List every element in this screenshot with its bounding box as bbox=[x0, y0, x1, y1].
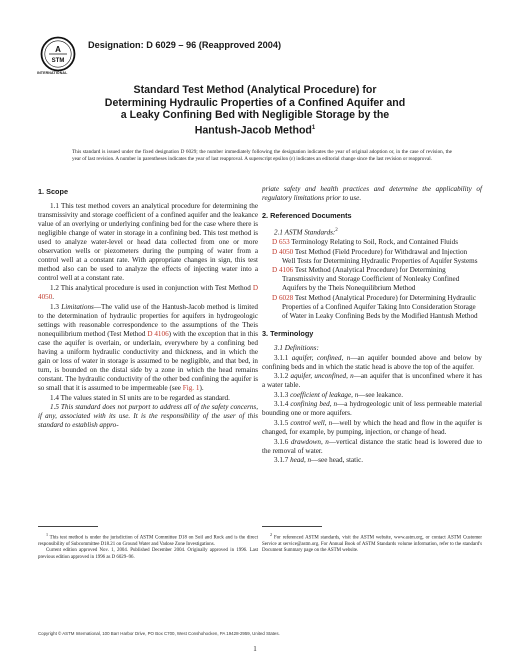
footnotes-left bbox=[38, 532, 258, 561]
right-column bbox=[262, 185, 482, 466]
reference-link[interactable]: D 4106 bbox=[272, 266, 294, 275]
paragraph-1-1: 1.1 This test method covers an analytical procedure for determining the transmissivity and storage coefficient of a confined aquifer and the leakance value of an overlying or underlying confining bed for the case where there is negligible change of water in storage in a confining bed. This test method is used to analyze water-level or head data collected from one or more observation wells or piezometers during the pumping of water from a control well at a constant rate. With appropriate changes in sign, this test method also can be used to analyze the effects of injecting water into a control well at a constant rate. bbox=[38, 202, 258, 283]
title-line: a Leaky Confining Bed with Negligible Storage by the bbox=[120, 109, 390, 121]
paragraph-1-2: 1.2 This analytical procedure is used in conjunction with Test Method D 4050. bbox=[38, 283, 258, 302]
paragraph-1-5: 1.5 This standard does not purport to address all of the safety concerns, if any, associated with its use. It is the responsibility of the user of this standard to establish appro- bbox=[38, 403, 258, 430]
title-line: Standard Test Method (Analytical Procedure) for bbox=[133, 84, 377, 96]
svg-text:STM: STM bbox=[51, 58, 65, 64]
reference-item: D 6028 Test Method (Analytical Procedure) for Determining Hydraulic Properties of a Confined Aquifer Taking Into Consideration Storage of Water in Leaky Confining Beds by the Modified Hantush Method bbox=[272, 293, 478, 320]
left-column bbox=[38, 185, 258, 431]
astm-logo-icon bbox=[40, 36, 76, 72]
footnote-1-approval: Current edition approved Nov. 1, 2004. Published December 2004. Originally approved in 1996. Last previous edition approved in 1996 as D 6029–96. bbox=[38, 548, 258, 560]
footnote-1: $^1$ This test method is under the jurisdiction of ASTM Committee D18 on Soil and Rock and is the direct responsibility of Subcommittee D18.21 on Ground Water and Vadose Zone Investigations. bbox=[38, 532, 258, 548]
footnote-2: $^2$ For referenced ASTM standards, visit the ASTM website, www.astm.org, or contact ASTM Customer Service at service@astm.org. For Annual Book of ASTM Standards volume information, refer to the standard's Document Summary page on the ASTM website. bbox=[262, 532, 482, 554]
definition: 3.1.6 drawdown, n—vertical distance the static head is lowered due to the removal of water. bbox=[262, 437, 482, 455]
document-title bbox=[90, 84, 420, 137]
issue-note: This standard is issued under the fixed designation D 6029; the number immediately following the designation indicates the year of original adoption or, in the case of revision, the year of last revision. A number in parentheses indicates the year of last reapproval. A superscript epsilon (ε) indicates an editorial change since the last revision or reapproval. bbox=[72, 149, 452, 163]
definitions-intro: 3.1 Definitions: bbox=[274, 344, 319, 353]
definition: 3.1.4 confining bed, n—a hydrogeologic unit of less permeable material bounding one or more aquifers. bbox=[262, 400, 482, 418]
page-number: 1 bbox=[253, 645, 257, 653]
logo-caption: INTERNATIONAL bbox=[37, 71, 68, 75]
designation: Designation: D 6029 – 96 (Reapproved 2004) bbox=[88, 40, 282, 50]
title-line: Determining Hydraulic Properties of a Confined Aquifer and bbox=[104, 96, 406, 109]
footnote-divider bbox=[262, 526, 322, 527]
link-fig-1[interactable]: Fig. 1 bbox=[182, 383, 200, 392]
footnote-divider bbox=[38, 526, 98, 527]
copyright-notice: Copyright © ASTM International, 100 Barr Harbor Drive, PO Box C700, West Conshohocken, PA 19428-2959, United States. bbox=[38, 631, 280, 636]
astm-logo bbox=[40, 36, 76, 72]
paragraph-1-3: 1.3 Limitations—The valid use of the Hantush-Jacob method is limited to the determination of hydraulic properties for aquifers in hydrogeologic settings with reasonable correspondence to the assumptions of the Theis nonequilibrium method (Test Method D 4106) with the exception that in this case the aquifer is overlain, or underlain, everywhere by a confining bed having a uniform hydraulic conductivity and thickness, and in which the gain or loss of water in storage is assumed to be negligible, and that bed, in turn, is bounded on the distal side by a zone in which the head remains constant. The hydraulic conductivity of the other bed confining the aquifer is so small that it is assumed to be impermeable (see Fig. 1). bbox=[38, 302, 258, 392]
section-heading-references: 2. Referenced Documents bbox=[262, 211, 352, 221]
definition: 3.1.7 head, n—see head, static. bbox=[274, 456, 364, 465]
footnotes-right bbox=[262, 532, 482, 555]
footnote-mark: 1 bbox=[311, 124, 316, 131]
reference-link[interactable]: D 653 bbox=[272, 238, 290, 247]
definition: 3.1.2 aquifer, unconfined, n—an aquifer that is unconfined where it has a water table. bbox=[262, 372, 482, 390]
reference-item: D 4106 Test Method (Analytical Procedure) for Determining Transmissivity and Storage Coefficient of Nonleaky Confined Aquifers by the Theis Nonequilibrium Method bbox=[272, 266, 460, 293]
reference-item: D 653 Terminology Relating to Soil, Rock, and Contained Fluids bbox=[272, 238, 459, 247]
definition: 3.1.3 coefficient of leakage, n—see leakance. bbox=[274, 390, 404, 399]
link-d4106[interactable]: D 4106 bbox=[147, 329, 169, 338]
references-intro: 2.1 ASTM Standards:$^2$ bbox=[274, 228, 338, 237]
definition: 3.1.5 control well, n—well by which the head and flow in the aquifer is changed, for example, by pumping, injection, or change of head. bbox=[262, 418, 482, 436]
reference-item: D 4050 Test Method (Field Procedure) for Withdrawal and Injection Well Tests for Determining Hydraulic Properties of Aquifer Systems bbox=[272, 247, 478, 265]
paragraph-1-4: 1.4 The values stated in SI units are to be regarded as standard. bbox=[50, 393, 230, 402]
paragraph-1-5-continued: priate safety and health practices and determine the applicability of regulatory limitations prior to use. bbox=[262, 185, 482, 203]
section-heading-terminology: 3. Terminology bbox=[262, 328, 314, 338]
title-line: Hantush-Jacob Method$^1$ bbox=[194, 124, 316, 137]
definition: 3.1.1 aquifer, confined, n—an aquifer bounded above and below by confining beds and in which the static head is above the top of the aquifer. bbox=[262, 353, 482, 371]
link-d4050[interactable]: D 4050 bbox=[38, 283, 258, 302]
reference-link[interactable]: D 4050 bbox=[272, 247, 294, 256]
svg-text:A: A bbox=[55, 45, 61, 54]
reference-link[interactable]: D 6028 bbox=[272, 293, 294, 302]
section-heading-scope: 1. Scope bbox=[38, 187, 69, 196]
